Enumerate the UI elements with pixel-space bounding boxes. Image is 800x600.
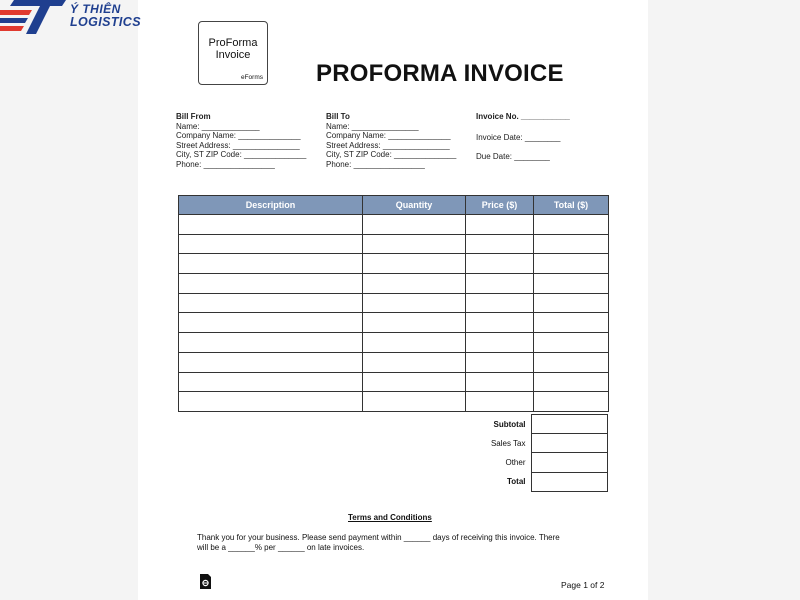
logo-text <box>70 3 141 29</box>
other-row <box>462 453 607 472</box>
totals-table <box>462 414 608 492</box>
logo-subname: LOGISTICS <box>70 15 141 29</box>
cell-quantity[interactable] <box>363 372 466 392</box>
cell-price[interactable] <box>466 313 534 333</box>
document-title: PROFORMA INVOICE <box>316 60 564 87</box>
bill-to-name-field[interactable]: Name: _______________ <box>326 121 419 131</box>
subtotal-row <box>462 415 607 434</box>
subtotal-value-cell[interactable] <box>531 415 607 434</box>
cell-total[interactable] <box>534 215 609 235</box>
bill-from-block <box>176 112 306 170</box>
line-items-table <box>178 195 609 412</box>
eforms-document-icon <box>200 574 211 589</box>
cell-quantity[interactable] <box>363 215 466 235</box>
cell-quantity[interactable] <box>363 352 466 372</box>
badge-line-1: ProForma <box>208 37 258 49</box>
bill-to-city-field[interactable]: City, ST ZIP Code: ______________ <box>326 150 457 160</box>
cell-description[interactable] <box>179 372 363 392</box>
cell-price[interactable] <box>466 215 534 235</box>
column-header-price: Price ($) <box>466 196 534 215</box>
total-value-cell[interactable] <box>531 472 607 491</box>
table-row <box>179 333 609 353</box>
table-row <box>179 352 609 372</box>
table-row <box>179 293 609 313</box>
cell-total[interactable] <box>534 293 609 313</box>
cell-quantity[interactable] <box>363 254 466 274</box>
cell-description[interactable] <box>179 254 363 274</box>
terms-line-1: Thank you for your business. Please send payment within ______ days of receiving this invoice. There <box>197 533 560 542</box>
terms-line-2: will be a ______% per ______ on late invoices. <box>197 543 365 552</box>
cell-total[interactable] <box>534 254 609 274</box>
invoice-date-field[interactable]: Invoice Date: ________ <box>476 133 561 142</box>
bill-from-name-field[interactable]: Name: _____________ <box>176 121 260 131</box>
cell-price[interactable] <box>466 372 534 392</box>
logo-name: Ý THIÊN <box>70 2 121 16</box>
bill-to-company-field[interactable]: Company Name: ______________ <box>326 131 451 141</box>
cell-quantity[interactable] <box>363 293 466 313</box>
terms-title: Terms and Conditions <box>348 513 432 522</box>
bill-from-street-field[interactable]: Street Address: _______________ <box>176 140 300 150</box>
cell-total[interactable] <box>534 392 609 412</box>
table-row <box>179 254 609 274</box>
sales-tax-label: Sales Tax <box>490 438 526 448</box>
due-date-field[interactable]: Due Date: ________ <box>476 152 550 161</box>
cell-price[interactable] <box>466 333 534 353</box>
total-row <box>462 472 607 491</box>
cell-description[interactable] <box>179 293 363 313</box>
bill-to-street-field[interactable]: Street Address: _______________ <box>326 140 450 150</box>
bill-from-city-field[interactable]: City, ST ZIP Code: ______________ <box>176 150 307 160</box>
cell-description[interactable] <box>179 234 363 254</box>
total-label: Total <box>506 477 526 487</box>
cell-price[interactable] <box>466 234 534 254</box>
cell-price[interactable] <box>466 352 534 372</box>
cell-quantity[interactable] <box>363 234 466 254</box>
cell-description[interactable] <box>179 392 363 412</box>
badge-brand: eForms <box>240 74 263 81</box>
cell-total[interactable] <box>534 313 609 333</box>
sales-tax-row <box>462 434 607 453</box>
cell-quantity[interactable] <box>363 274 466 294</box>
table-header-row <box>179 196 609 215</box>
bill-from-company-field[interactable]: Company Name: ______________ <box>176 131 301 141</box>
company-logo[interactable] <box>0 0 160 36</box>
cell-price[interactable] <box>466 274 534 294</box>
terms-text <box>197 533 597 553</box>
cell-total[interactable] <box>534 372 609 392</box>
cell-quantity[interactable] <box>363 313 466 333</box>
cell-description[interactable] <box>179 352 363 372</box>
table-row <box>179 215 609 235</box>
cell-price[interactable] <box>466 254 534 274</box>
bill-from-phone-field[interactable]: Phone: ________________ <box>176 159 275 169</box>
subtotal-label: Subtotal <box>493 419 526 429</box>
badge-title <box>199 37 267 61</box>
invoice-number-field[interactable]: Invoice No. ___________ <box>476 112 570 121</box>
badge-line-2: Invoice <box>215 49 251 61</box>
cell-quantity[interactable] <box>363 333 466 353</box>
other-label: Other <box>505 457 526 467</box>
cell-description[interactable] <box>179 313 363 333</box>
bill-from-heading: Bill From <box>176 112 211 121</box>
table-row <box>179 274 609 294</box>
column-header-description: Description <box>179 196 363 215</box>
cell-description[interactable] <box>179 333 363 353</box>
cell-description[interactable] <box>179 274 363 294</box>
table-row <box>179 234 609 254</box>
column-header-quantity: Quantity <box>363 196 466 215</box>
column-header-total: Total ($) <box>534 196 609 215</box>
cell-price[interactable] <box>466 293 534 313</box>
logo-mark-icon <box>0 0 66 34</box>
page-number: Page 1 of 2 <box>561 580 605 590</box>
cell-description[interactable] <box>179 215 363 235</box>
bill-to-phone-field[interactable]: Phone: ________________ <box>326 159 425 169</box>
cell-total[interactable] <box>534 274 609 294</box>
sales-tax-value-cell[interactable] <box>531 434 607 453</box>
table-row <box>179 313 609 333</box>
form-type-badge <box>198 21 268 85</box>
other-value-cell[interactable] <box>531 453 607 472</box>
cell-total[interactable] <box>534 333 609 353</box>
cell-quantity[interactable] <box>363 392 466 412</box>
table-row <box>179 392 609 412</box>
cell-total[interactable] <box>534 234 609 254</box>
cell-total[interactable] <box>534 352 609 372</box>
bill-to-heading: Bill To <box>326 112 350 121</box>
cell-price[interactable] <box>466 392 534 412</box>
table-row <box>179 372 609 392</box>
bill-to-block <box>326 112 456 170</box>
